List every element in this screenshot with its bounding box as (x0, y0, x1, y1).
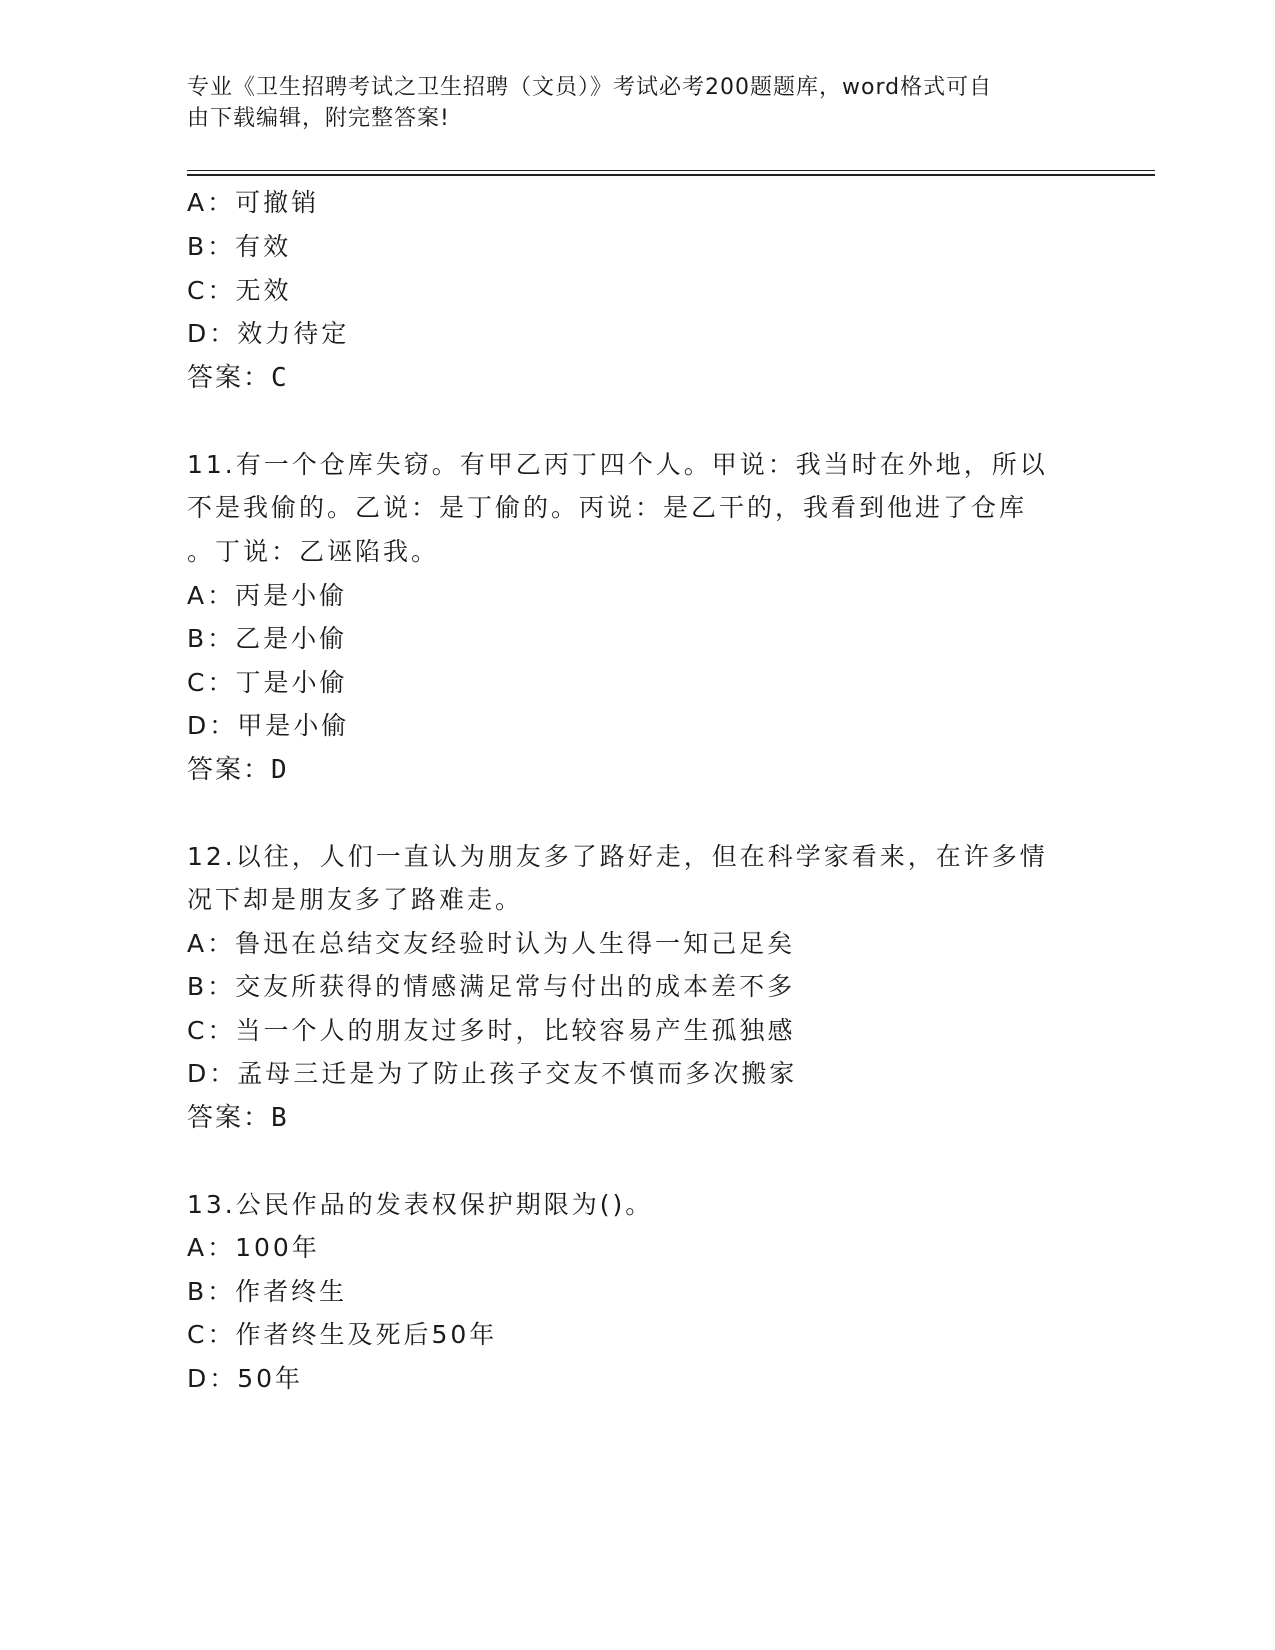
q13-option-c: C：作者终生及死后50年 (187, 1320, 498, 1349)
q12-option-d: D：孟母三迁是为了防止孩子交友不慎而多次搬家 (187, 1059, 798, 1088)
q12-answer (187, 1103, 289, 1133)
answer-label: 答案： (187, 755, 272, 785)
answer-value: B (271, 1103, 289, 1133)
header-rule-top (187, 170, 1155, 171)
q11-answer (187, 755, 289, 785)
q12-stem-line-1: 12.以往，人们一直认为朋友多了路好走，但在科学家看来，在许多情 (187, 842, 1048, 871)
q11-option-a: A：丙是小偷 (187, 581, 348, 610)
q10-option-d: D：效力待定 (187, 319, 350, 348)
q10-answer (187, 363, 289, 393)
q12-option-b: B：交友所获得的情感满足常与付出的成本差不多 (187, 972, 796, 1001)
q11-option-d: D：甲是小偷 (187, 711, 350, 740)
header-rule-bottom (187, 174, 1155, 176)
q10-option-c: C：无效 (187, 276, 292, 305)
q11-stem-line-2: 不是我偷的。乙说：是丁偷的。丙说：是乙干的，我看到他进了仓库 (187, 493, 1028, 522)
q13-option-b: B：作者终生 (187, 1277, 348, 1306)
q12-option-c: C：当一个人的朋友过多时，比较容易产生孤独感 (187, 1016, 796, 1045)
answer-label: 答案： (187, 1103, 272, 1133)
answer-label: 答案： (187, 363, 272, 393)
q13-stem-line-1: 13.公民作品的发表权保护期限为()。 (187, 1190, 654, 1219)
q10-option-a: A：可撤销 (187, 188, 320, 217)
q11-stem-line-1: 11.有一个仓库失窃。有甲乙丙丁四个人。甲说：我当时在外地，所以 (187, 450, 1048, 479)
document-header (187, 72, 1087, 134)
q12-option-a: A：鲁迅在总结交友经验时认为人生得一知己足矣 (187, 929, 796, 958)
q11-option-c: C：丁是小偷 (187, 668, 348, 697)
q13-option-a: A：100年 (187, 1233, 320, 1262)
q11-option-b: B：乙是小偷 (187, 624, 348, 653)
q13-option-d: D：50年 (187, 1364, 304, 1393)
q12-stem-line-2: 况下却是朋友多了路难走。 (187, 885, 524, 914)
q10-option-b: B：有效 (187, 232, 292, 261)
header-line-2: 由下载编辑，附完整答案! (187, 106, 450, 131)
q11-stem-line-3: 。丁说：乙诬陷我。 (187, 537, 440, 566)
header-line-1: 专业《卫生招聘考试之卫生招聘（文员）》考试必考200题题库，word格式可自 (187, 75, 993, 100)
answer-value: C (271, 363, 289, 393)
answer-value: D (271, 755, 289, 785)
